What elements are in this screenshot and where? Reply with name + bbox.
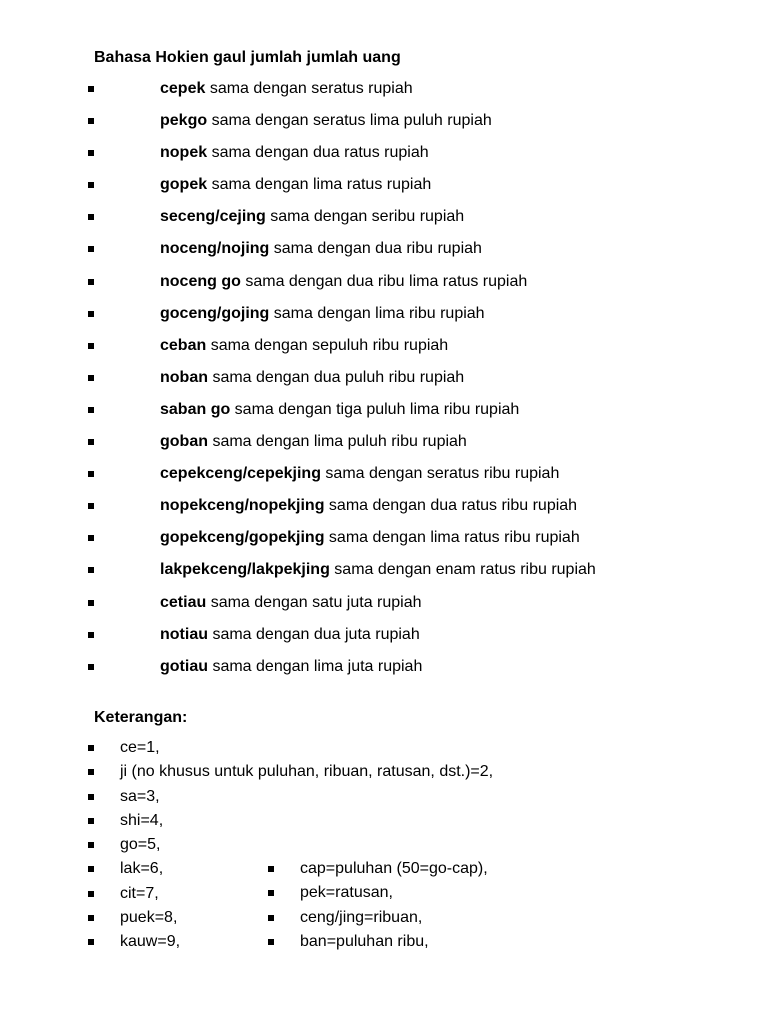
term-word: noceng go <box>160 272 241 290</box>
number-legend-item-text: ce=1, <box>120 739 160 756</box>
number-legend-item <box>0 762 494 786</box>
number-legend-item-text: sa=3, <box>120 787 160 805</box>
term-word: cetiau <box>160 593 207 611</box>
unit-legend-item-text: cap=puluhan (50=go-cap), <box>300 860 488 877</box>
term-word: noban <box>160 368 208 386</box>
unit-legend-item <box>0 908 768 932</box>
term-word: gopekceng/gopekjing <box>160 529 325 547</box>
term-word: saban go <box>160 400 231 418</box>
term-word: ceban <box>160 336 207 354</box>
term-item <box>0 400 768 432</box>
bullet-square-icon <box>88 343 94 349</box>
bullet-square-icon <box>88 150 94 156</box>
bullet-square-icon <box>88 311 94 317</box>
number-legend-item-text: puek=8, <box>120 908 178 926</box>
bullet-square-icon <box>88 664 94 670</box>
term-word: gotiau <box>160 657 208 675</box>
term-meaning: sama dengan seratus rupiah <box>205 80 413 97</box>
bullet-square-icon <box>88 407 94 413</box>
term-word: notiau <box>160 625 208 643</box>
term-word: cepekceng/cepekjing <box>160 465 321 483</box>
bullet-square-icon <box>268 939 274 945</box>
bullet-square-icon <box>88 600 94 606</box>
term-item <box>0 111 768 143</box>
bullet-square-icon <box>88 182 94 188</box>
term-item <box>0 175 768 207</box>
term-meaning: sama dengan seratus lima puluh rupiah <box>207 112 492 130</box>
number-legend-item <box>0 811 400 835</box>
bullet-square-icon <box>88 632 94 638</box>
unit-legend-item-text: ceng/jing=ribuan, <box>300 908 423 926</box>
bullet-square-icon <box>88 567 94 573</box>
unit-legend-item-text: pek=ratusan, <box>300 884 393 902</box>
term-item <box>0 368 768 400</box>
bullet-square-icon <box>88 745 94 751</box>
term-word: pekgo <box>160 112 208 130</box>
bullet-square-icon <box>88 471 94 477</box>
term-meaning: sama dengan dua ribu lima ratus rupiah <box>240 272 528 290</box>
term-meaning: sama dengan lima ribu rupiah <box>269 304 485 322</box>
term-item <box>0 464 768 496</box>
term-meaning: sama dengan dua ratus rupiah <box>207 144 429 162</box>
term-meaning: sama dengan dua ratus ribu rupiah <box>324 497 578 515</box>
unit-legend-item <box>0 883 768 907</box>
term-word: seceng/cejing <box>160 208 266 226</box>
term-meaning: sama dengan lima juta rupiah <box>208 657 423 675</box>
term-item <box>0 272 768 304</box>
term-item <box>0 625 768 657</box>
bullet-square-icon <box>88 769 94 775</box>
term-meaning: sama dengan sepuluh ribu rupiah <box>206 336 449 354</box>
number-legend-item <box>0 787 400 811</box>
number-legend-item <box>0 738 400 762</box>
bullet-square-icon <box>88 118 94 124</box>
term-meaning: sama dengan tiga puluh lima ribu rupiah <box>230 400 520 418</box>
number-legend-item-text: cit=7, <box>120 884 159 902</box>
term-item <box>0 304 768 336</box>
bullet-square-icon <box>88 818 94 824</box>
term-item <box>0 239 768 271</box>
term-meaning: sama dengan lima puluh ribu rupiah <box>208 433 467 451</box>
term-item <box>0 496 768 528</box>
bullet-square-icon <box>268 866 274 872</box>
term-item <box>0 336 768 368</box>
term-meaning: sama dengan enam ratus ribu rupiah <box>329 561 596 579</box>
unit-legend-item <box>0 859 768 883</box>
number-legend-item <box>0 835 400 859</box>
term-item <box>0 143 768 175</box>
keterangan-title: Keterangan: <box>94 709 188 726</box>
term-meaning: sama dengan dua juta rupiah <box>208 625 420 643</box>
number-legend-item-text: lak=6, <box>120 860 164 878</box>
number-legend-item-text: ji (no khusus untuk puluhan, ribuan, ratusan, dst.)=2, <box>120 763 494 781</box>
bullet-square-icon <box>268 915 274 921</box>
number-legend-item-text: shi=4, <box>120 811 164 829</box>
term-word: nopekceng/nopekjing <box>160 497 325 515</box>
bullet-square-icon <box>88 439 94 445</box>
bullet-square-icon <box>88 279 94 285</box>
term-word: goceng/gojing <box>160 304 270 322</box>
term-list <box>0 79 768 689</box>
term-meaning: sama dengan seratus ribu rupiah <box>320 465 560 483</box>
term-meaning: sama dengan lima ratus rupiah <box>207 176 432 194</box>
term-word: lakpekceng/lakpekjing <box>160 561 330 579</box>
term-item <box>0 528 768 560</box>
term-word: goban <box>160 433 208 451</box>
term-item <box>0 207 768 239</box>
term-item <box>0 79 768 111</box>
term-item <box>0 657 768 689</box>
bullet-square-icon <box>88 214 94 220</box>
unit-legend-item <box>0 932 768 956</box>
term-item <box>0 593 768 625</box>
term-meaning: sama dengan satu juta rupiah <box>206 593 422 611</box>
term-meaning: sama dengan dua puluh ribu rupiah <box>208 368 465 386</box>
number-legend-item-text: kauw=9, <box>120 933 181 950</box>
term-meaning: sama dengan lima ratus ribu rupiah <box>324 529 580 547</box>
unit-legend-item-text: ban=puluhan ribu, <box>300 932 429 950</box>
term-word: nopek <box>160 144 208 162</box>
term-word: noceng/nojing <box>160 240 270 258</box>
bullet-square-icon <box>88 503 94 509</box>
page-title: Bahasa Hokien gaul jumlah jumlah uang <box>94 49 401 66</box>
term-word: cepek <box>160 80 206 97</box>
term-item <box>0 560 768 592</box>
bullet-square-icon <box>88 535 94 541</box>
term-meaning: sama dengan dua ribu rupiah <box>269 240 482 258</box>
number-legend-item-text: go=5, <box>120 836 161 853</box>
unit-legend-list <box>0 859 768 956</box>
term-word: gopek <box>160 176 208 194</box>
term-item <box>0 432 768 464</box>
bullet-square-icon <box>88 86 94 92</box>
bullet-square-icon <box>88 842 94 848</box>
bullet-square-icon <box>88 246 94 252</box>
bullet-square-icon <box>88 375 94 381</box>
bullet-square-icon <box>88 794 94 800</box>
bullet-square-icon <box>268 890 274 896</box>
term-meaning: sama dengan seribu rupiah <box>265 208 465 226</box>
